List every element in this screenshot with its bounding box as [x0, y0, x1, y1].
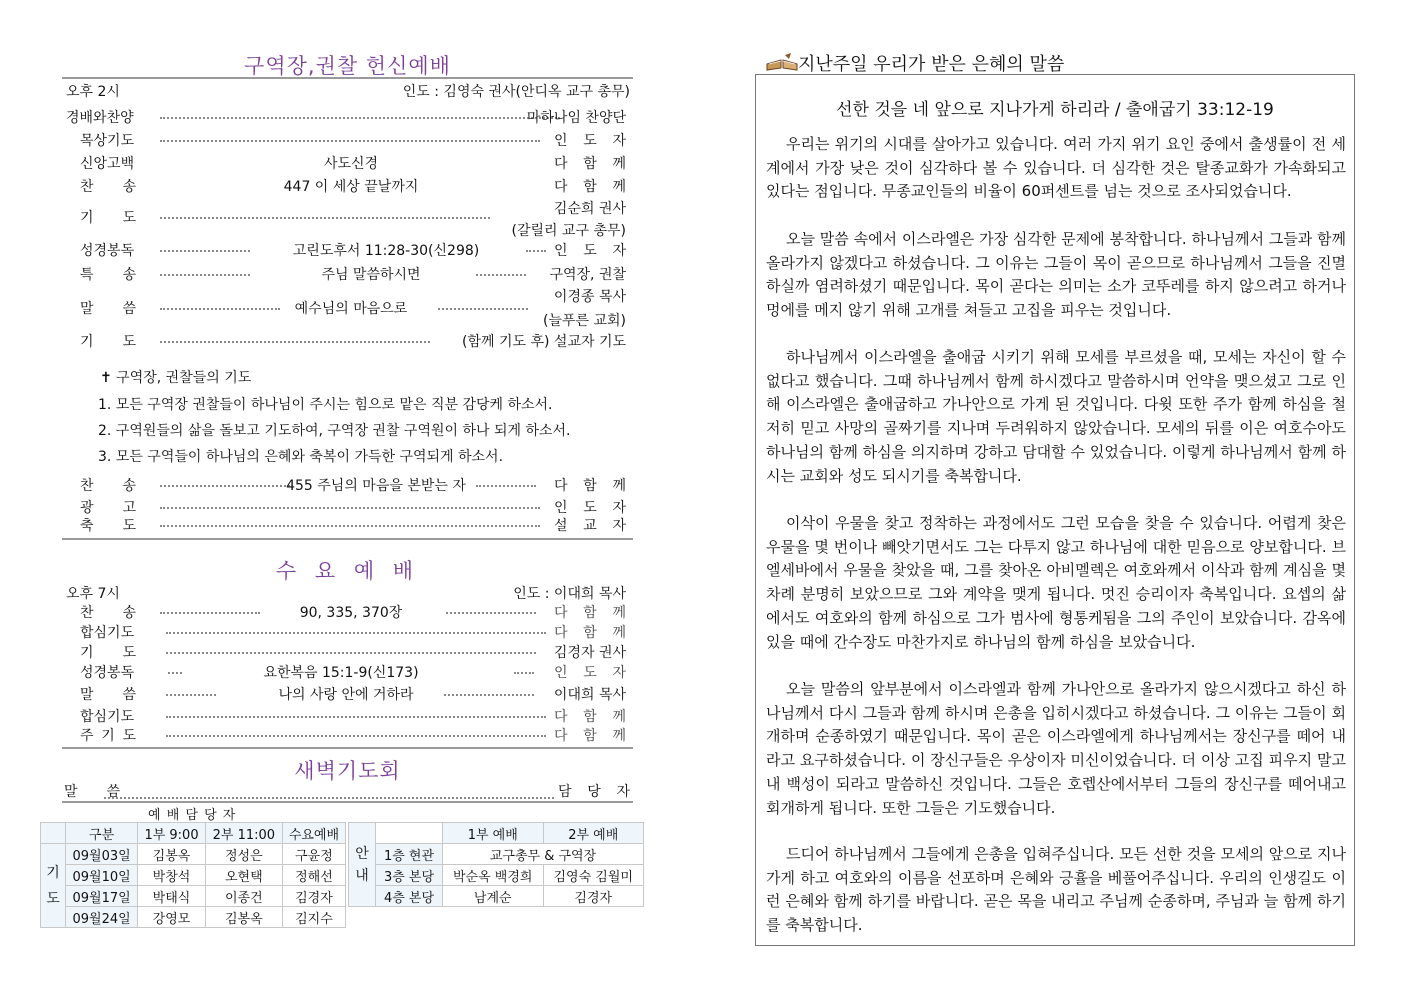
order-item: 경배와찬양 마하나임 찬양단 — [66, 110, 626, 126]
order-item: 찬 송 447 이 세상 끝날까지 다 함 께 — [80, 179, 626, 195]
bible-icon — [765, 52, 799, 72]
table-row: 3층 본당 — [376, 865, 443, 886]
wednesday-leader: 인도 : 이대희 목사 — [513, 586, 626, 602]
order-item: 기 도 김경자 권사 — [80, 645, 626, 661]
order-item: 말 씀 예수님의 마음으로 — [66, 298, 626, 318]
sermon-paragraph: 오늘 말씀의 앞부분에서 이스라엘과 함께 가나안으로 올라가지 않으시겠다고 하신 하나님께서 다시 그들과 함께 하시며 은총을 입히시겠다고 하셨습니다. 그 이유는 그들이 회개하며 순종하였기 때문입니다. 목이 곧은 이스라엘에게 하나님께서는 장신구를 떼어 내라고 요구하셨습니다. 이 장신구들은 우상이자 미신이었습니다. 더 이상 고집 피우지 말고 내 백성이 되라고 말씀하신 것입니다. 그들은 호렙산에서부터 그들의 장신구를 떼어내고 회개하게 됩니다. 또한 그들은 기도했습니다. — [766, 680, 1346, 817]
dawn-word-label: 말 씀 — [64, 784, 120, 800]
table-row: 09월03일 — [66, 844, 138, 865]
sermon-title: 선한 것을 네 앞으로 지나가게 하리라 / 출애굽기 33:12-19 — [836, 100, 1274, 120]
order-item: 주 기 도 다 함 께 — [80, 728, 626, 744]
usher-duty-table: 안 내 1부 예배 2부 예배 1층 현관 교구총무 & 구역장 3층 본당 박순옥 백경희 김영숙 김월미 4층 본당 남계순 김경자 — [348, 822, 644, 907]
duty-caption: 예 배 담 당 자 — [148, 808, 237, 823]
sermon-paragraph: 드디어 하나님께서 그들에게 은총을 입혀주십니다. 모든 선한 것을 모세의 앞으로 지나가게 하고 여호와의 이름을 선포하며 은혜와 긍휼을 베풀어주십니다. 우리의 인생길도 이런 은혜와 함께 하기를 바랍니다. 곧은 목을 내리고 주님께 순종하며, 주님과 늘 함께 하기를 축복합니다. — [766, 845, 1346, 935]
order-item: 기 도 (함께 기도 후) 설교자 기도 — [80, 334, 626, 350]
table-row: 09월10일 — [66, 865, 138, 886]
table-row: 09월17일 — [66, 886, 138, 907]
dawn-dots — [104, 797, 554, 799]
order-item: 목상기도 인 도 자 — [80, 133, 626, 149]
order-item: 찬 송 455 주님의 마음을 본받는 자 다 함 께 — [80, 478, 626, 494]
prayer-duty-table: 구분 1부 9:00 2부 11:00 수요예배 기 도 09월03일 김봉옥 정성은 구윤정 09월10일 박창석 오현택 정해선 09월17일 박태식 이종건 김경자 09월24일 강영모 김봉옥 김지수 — [40, 822, 346, 928]
dawn-lead-label: 담 당 자 — [558, 784, 630, 800]
sermon-box — [755, 74, 1355, 946]
dawn-title: 새벽기도회 — [294, 759, 401, 783]
order-item: 특 송 주님 말씀하시면 구역장, 권찰 — [80, 267, 626, 283]
right-header: 지난주일 우리가 받은 은혜의 말씀 — [798, 54, 1065, 75]
order-item: 찬 송 90, 335, 370장 다 함 께 — [80, 605, 626, 621]
order-item: 합심기도 다 함 께 — [80, 625, 626, 641]
prayer-leader: 김순희 권사 (갈릴리 교구 총무) — [511, 201, 626, 239]
order-item: 성경봉독 고린도후서 11:28-30(신298) 인 도 자 — [80, 243, 626, 259]
order-item: 기 도 — [66, 207, 626, 227]
divider — [62, 77, 633, 79]
wednesday-title: 수 요 예 배 — [275, 559, 420, 583]
prayer-list: 1. 모든 구역장 권찰들이 하나님이 주시는 힘으로 맡은 직분 감당케 하소서. 2. 구역원들의 삶을 돌보고 기도하여, 구역장 권찰 구역원이 하나 되게 하소서. 3. 모든 구역들이 하나님의 은혜와 축복이 가득한 구역되게 하소서. — [98, 397, 571, 465]
order-item: 합심기도 다 함 께 — [80, 709, 626, 725]
table-row: 09월24일 — [66, 907, 138, 928]
table-row: 1층 현관 — [376, 844, 443, 865]
sermon-paragraph: 오늘 말씀 속에서 이스라엘은 가장 심각한 문제에 봉착합니다. 하나님께서 그들과 함께 올라가지 않겠다고 하셨습니다. 그 이유는 그들이 목이 곧으므로 하나님께서 그들을 진멸하실까 염려하셨기 때문입니다. 목이 곧다는 의미는 소가 코뚜레를 하지 않으려고 하거나 멍에를 메지 않기 위해 고개를 쳐들고 고집을 피우는 것입니다. — [766, 230, 1346, 320]
sermon-paragraph: 우리는 위기의 시대를 살아가고 있습니다. 여러 가지 위기 요인 중에서 출생률이 전 세계에서 가장 낮은 것이 심각하다 볼 수 있습니다. 더 심각한 것은 탈종교화가 가속화되고 있다는 점입니다. 무종교인들의 비율이 60퍼센트를 넘는 것으로 조사되었습니다. — [766, 135, 1346, 201]
table-row: 4층 본당 — [376, 886, 443, 907]
order-item: 광 고 인 도 자 — [80, 500, 626, 516]
dedication-leader: 인도 : 김영숙 권사(안디옥 교구 총무) — [402, 84, 630, 100]
order-item: 말 씀 나의 사랑 안에 거하라 이대희 목사 — [80, 687, 626, 703]
sermon-paragraph: 이삭이 우물을 찾고 정착하는 과정에서도 그런 모습을 찾을 수 있습니다. 어렵게 찾은 우물을 몇 번이나 빼앗기면서도 그는 다투지 않고 하나님에 대한 믿음으로 양보합니다. 브엘세바에서 우물을 찾았을 때, 그를 찾아온 아비멜렉은 여호와께서 이삭과 함께 계심을 몇 차례 분명히 보았으므로 그와 계약을 맺게 됩니다. 멋진 승리이자 축복입니다. 요셉의 삶에서도 여호와의 함께 하심으로 그가 범사에 형통케됨을 그의 주인이 보았습니다. 감옥에 있을 때에 간수장도 마찬가지로 하나님의 함께 하심을 보았습니다. — [766, 514, 1346, 651]
divider — [62, 747, 633, 749]
order-item: 신앙고백 사도신경 다 함 께 — [80, 156, 626, 172]
wednesday-time: 오후 7시 — [66, 586, 120, 602]
prayer-heading: ✝ 구역장, 권찰들의 기도 — [100, 370, 252, 386]
sermon-paragraph: 하나님께서 이스라엘을 출애굽 시키기 위해 모세를 부르셨을 때, 모세는 자신이 할 수 없다고 했습니다. 그때 하나님께서 함께 하시겠다고 말씀하시며 언약을 맺으셨고 그로 인해 이스라엘은 출애굽하고 가나안으로 가게 된 것입니다. 다윗 또한 주가 함께 하심을 철저히 믿고 사망의 골짜기를 지나며 두려워하지 않았습니다. 모세의 뒤를 이은 여호수아도 하나님의 함께 하심을 의지하며 강하고 담대할 수 있었습니다. 이렇게 하나님께서 함께 하시는 교회와 성도 되시기를 축복합니다. — [766, 348, 1346, 485]
order-item: 축 도 설 교 자 — [80, 518, 626, 534]
dedication-time: 오후 2시 — [66, 84, 120, 100]
dedication-title: 구역장,권찰 헌신예배 — [244, 54, 451, 78]
order-item: 성경봉독 요한복음 15:1-9(신173) 인 도 자 — [80, 665, 626, 681]
divider — [62, 801, 633, 803]
divider — [62, 538, 633, 540]
preacher: 이경종 목사 (늘푸른 교회) — [543, 289, 626, 329]
